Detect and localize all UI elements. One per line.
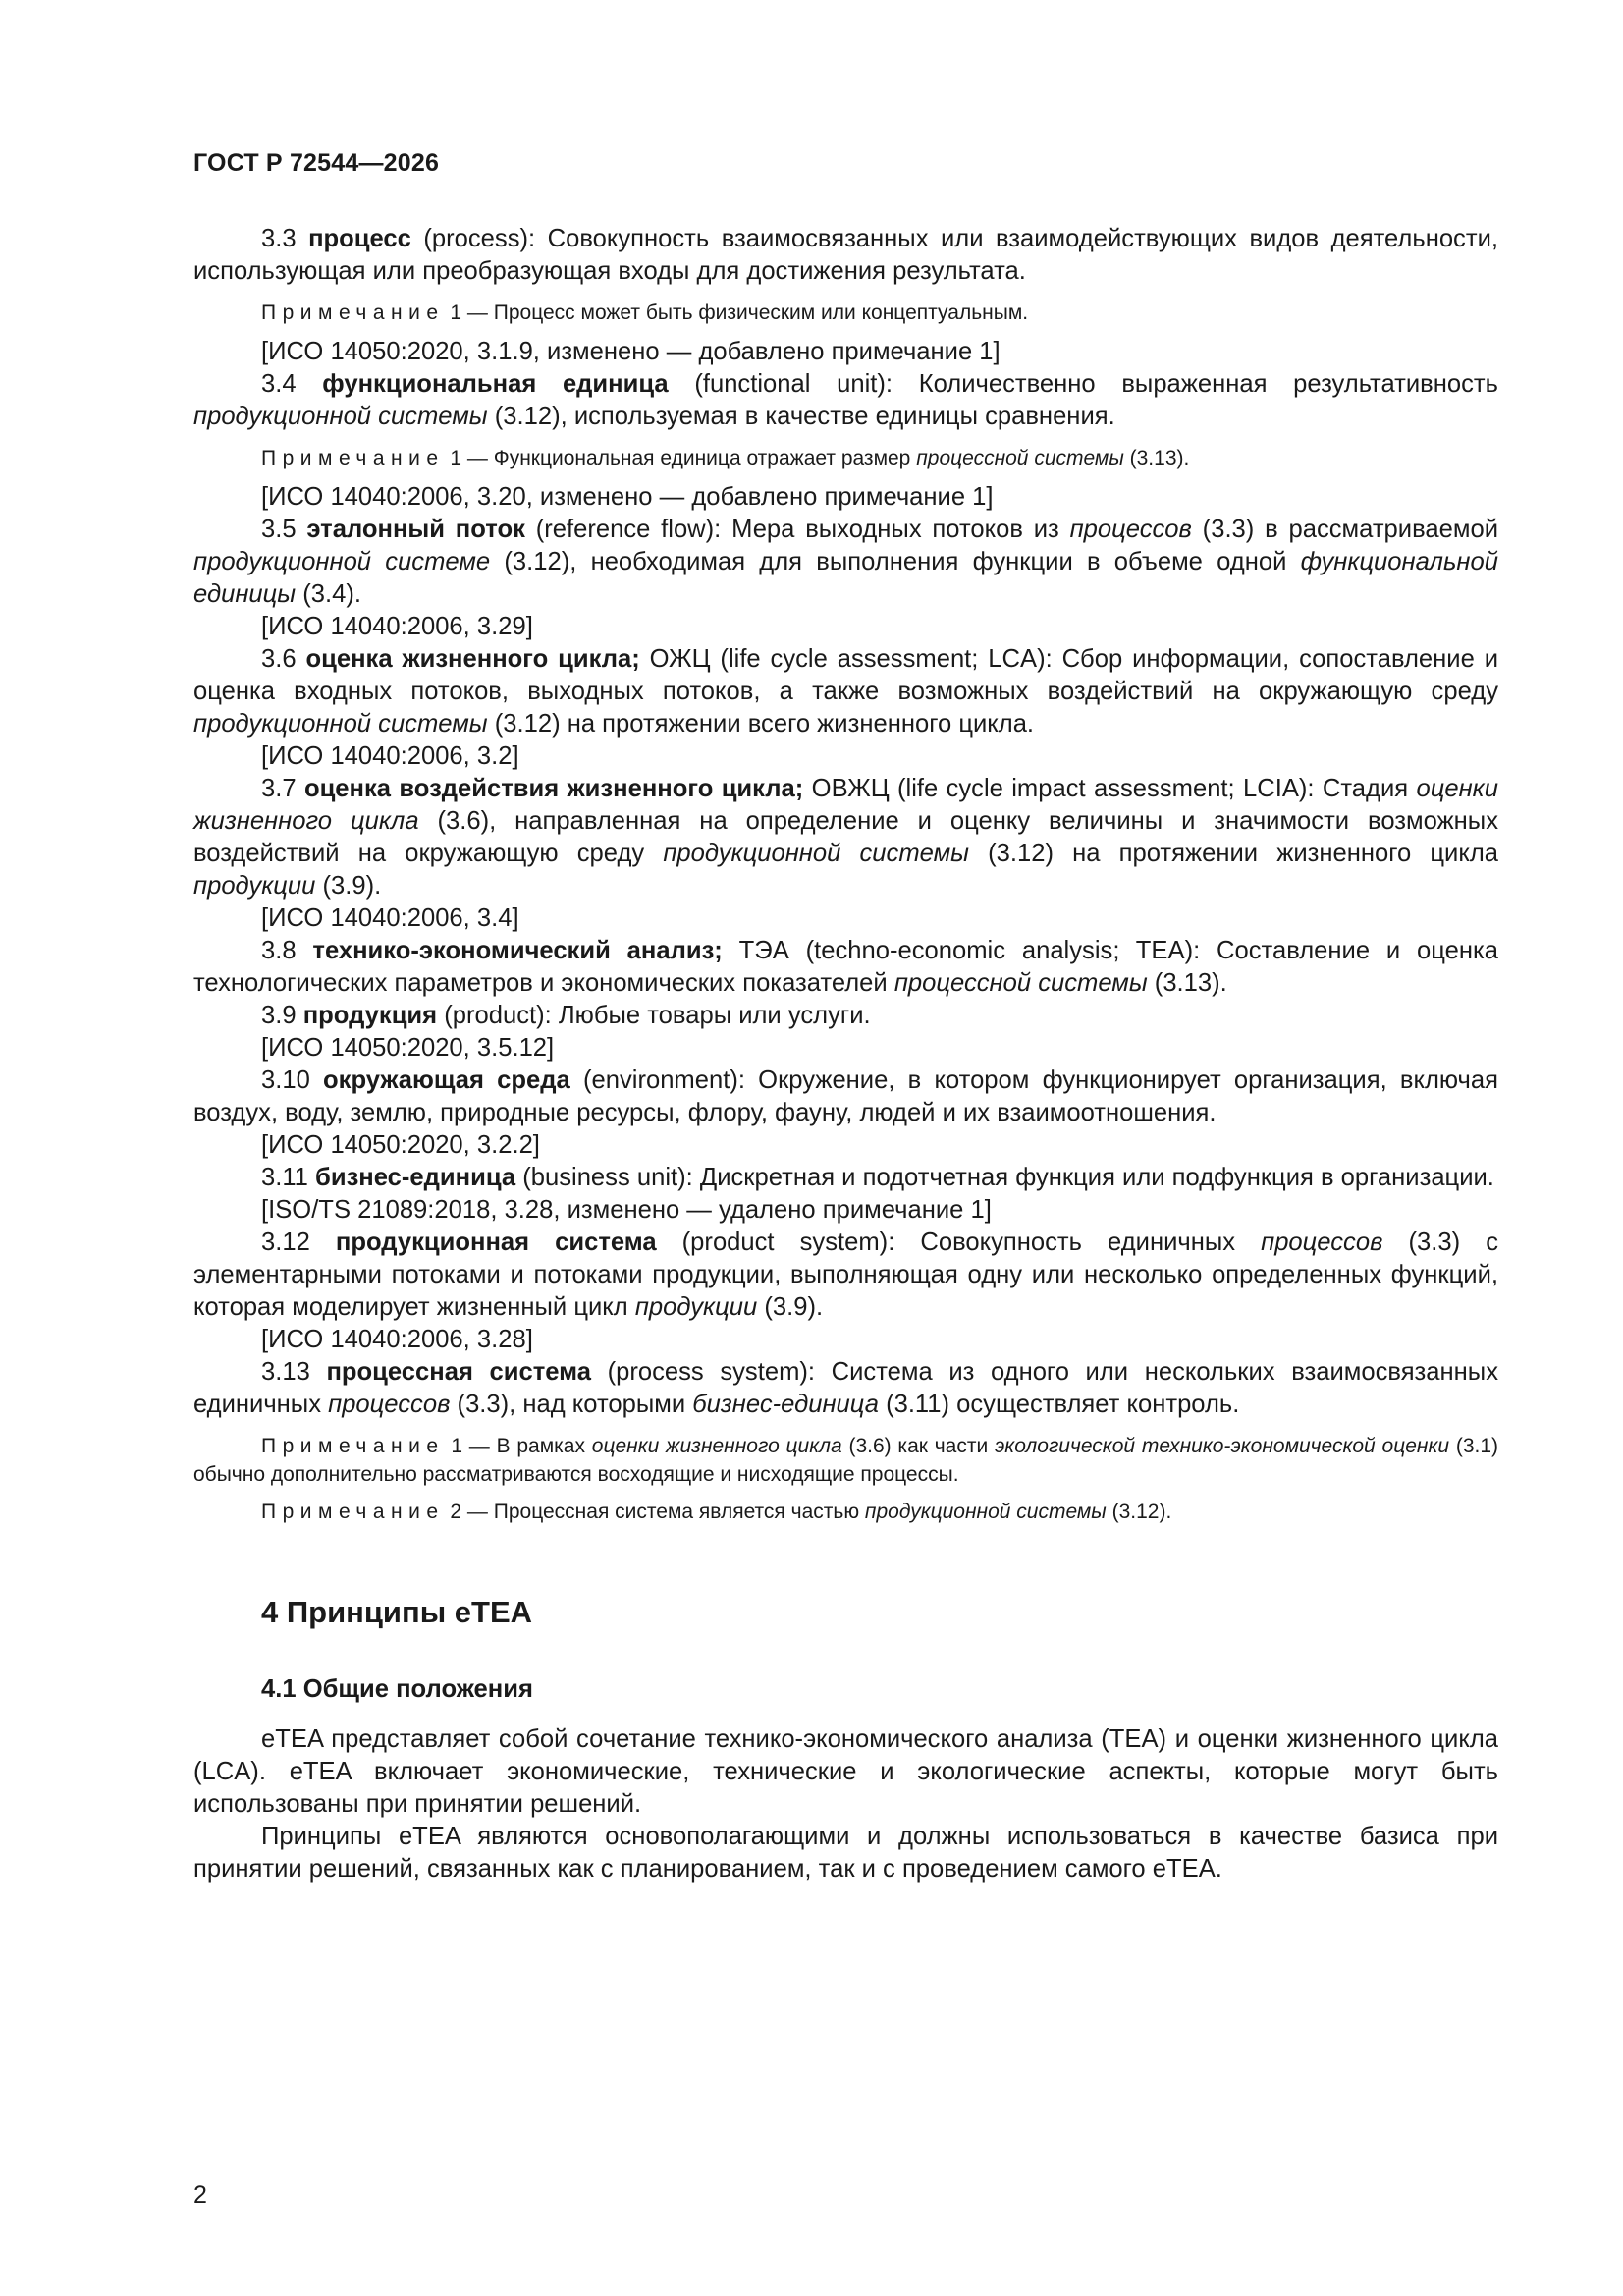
- note: Примечание 1 — Функциональная единица отражает размер процессной системы (3.13).: [261, 447, 1190, 469]
- term-entry-3-10: 3.10 окружающая среда (environment): Окружение, в котором функционирует организация, включая воздух, воду, землю, природные ресурсы, флору, фауну, людей и их взаимоотношения.: [193, 1066, 1498, 1126]
- source-reference: [ИСО 14040:2006, 3.29]: [261, 613, 533, 640]
- term-entry-3-4: 3.4 функциональная единица (functional unit): Количественно выраженная результативность продукционной системы (3.12), используемая в качестве единицы сравнения.: [193, 370, 1498, 430]
- term-entry-3-6: 3.6 оценка жизненного цикла; ОЖЦ (life cycle assessment; LCA): Сбор информации, сопоставление и оценка входных потоков, выходных потоков, а также возможных воздействий на окружающую среду продукционной системы (3.12) на протяжении всего жизненного цикла.: [193, 645, 1498, 738]
- term-title: процесс: [308, 225, 411, 252]
- source-reference: [ИСО 14040:2006, 3.28]: [261, 1326, 533, 1353]
- term-title: технико-экономический анализ;: [312, 937, 723, 964]
- note: Примечание 1 — Процесс может быть физическим или концептуальным.: [261, 301, 1029, 324]
- page-number: 2: [193, 2181, 207, 2209]
- term-entry-3-3: 3.3 процесс (process): Совокупность взаимосвязанных или взаимодействующих видов деятельности, использующая или преобразующая входы для достижения результата.: [193, 225, 1498, 285]
- term-title: продукционная система: [335, 1229, 657, 1256]
- note: Примечание 1 — В рамках оценки жизненного цикла (3.6) как части экологической технико-экономической оценки (3.1) обычно дополнительно рассматриваются восходящие и нисходящие процессы.: [193, 1435, 1499, 1486]
- term-entry-3-8: 3.8 технико-экономический анализ; ТЭА (techno-economic analysis; TEA): Составление и оценка технологических параметров и экономических показателей процессной системы (3.13).: [193, 937, 1498, 997]
- term-entry-3-5: 3.5 эталонный поток (reference flow): Мера выходных потоков из процессов (3.3) в рассматриваемой продукционной системе (3.12), необходимая для выполнения функции в объеме одной функциональной единицы (3.4).: [193, 516, 1498, 608]
- note: Примечание 2 — Процессная система является частью продукционной системы (3.12).: [261, 1501, 1172, 1523]
- term-title: бизнес-единица: [315, 1164, 516, 1191]
- term-title: функциональная единица: [322, 370, 669, 398]
- source-reference: [ИСО 14050:2020, 3.5.12]: [261, 1034, 555, 1062]
- term-title: процессная система: [326, 1358, 591, 1386]
- section-heading: 4 Принципы eTEA: [261, 1595, 533, 1629]
- term-entry-3-12: 3.12 продукционная система (product system): Совокупность единичных процессов (3.3) с элементарными потоками и потоками продукции, выполняющая одну или несколько определенных функций, которая моделирует жизненный цикл продукции (3.9).: [193, 1229, 1498, 1321]
- term-title: оценка воздействия жизненного цикла;: [303, 775, 804, 802]
- term-title: продукция: [302, 1002, 438, 1029]
- source-reference: [ИСО 14040:2006, 3.20, изменено — добавлено примечание 1]: [261, 483, 994, 511]
- document-header: ГОСТ Р 72544—2026: [193, 149, 440, 177]
- term-entry-3-11: 3.11 бизнес-единица (business unit): Дискретная и подотчетная функция или подфункция в организации.: [261, 1164, 1494, 1191]
- section-paragraph: eTEA представляет собой сочетание технико-экономического анализа (TEA) и оценки жизненного цикла (LCA). eTEA включает экономические, технические и экологические аспекты, которые могут быть использованы при принятии решений.: [193, 1725, 1498, 1818]
- section-paragraph: Принципы eTEA являются основополагающими и должны использоваться в качестве базиса при принятии решений, связанных как с планированием, так и с проведением самого eTEA.: [193, 1823, 1498, 1883]
- term-title: эталонный поток: [306, 516, 525, 543]
- term-entry-3-13: 3.13 процессная система (process system): Система из одного или нескольких взаимосвязанных единичных процессов (3.3), над которыми бизнес-единица (3.11) осуществляет контроль.: [193, 1358, 1498, 1418]
- term-title: оценка жизненного цикла;: [305, 645, 640, 673]
- source-reference: [ИСО 14050:2020, 3.2.2]: [261, 1131, 540, 1159]
- source-reference: [ИСО 14040:2006, 3.2]: [261, 742, 519, 770]
- term-entry-3-7: 3.7 оценка воздействия жизненного цикла; ОВЖЦ (life cycle impact assessment; LCIA): Стадия оценки жизненного цикла (3.6), направленная на определение и оценку величины и значимости возможных воздействий на окружающую среду продукционной системы (3.12) на протяжении жизненного цикла продукции (3.9).: [193, 775, 1498, 900]
- terms-body: [193, 223, 1498, 1886]
- term-entry-3-9: 3.9 продукция (product): Любые товары или услуги.: [261, 1002, 871, 1029]
- source-reference: [ИСО 14050:2020, 3.1.9, изменено — добавлено примечание 1]: [261, 338, 1001, 365]
- source-reference: [ISO/TS 21089:2018, 3.28, изменено — удалено примечание 1]: [261, 1196, 992, 1224]
- subsection-heading: 4.1 Общие положения: [261, 1675, 533, 1703]
- term-title: окружающая среда: [323, 1066, 570, 1094]
- source-reference: [ИСО 14040:2006, 3.4]: [261, 904, 519, 932]
